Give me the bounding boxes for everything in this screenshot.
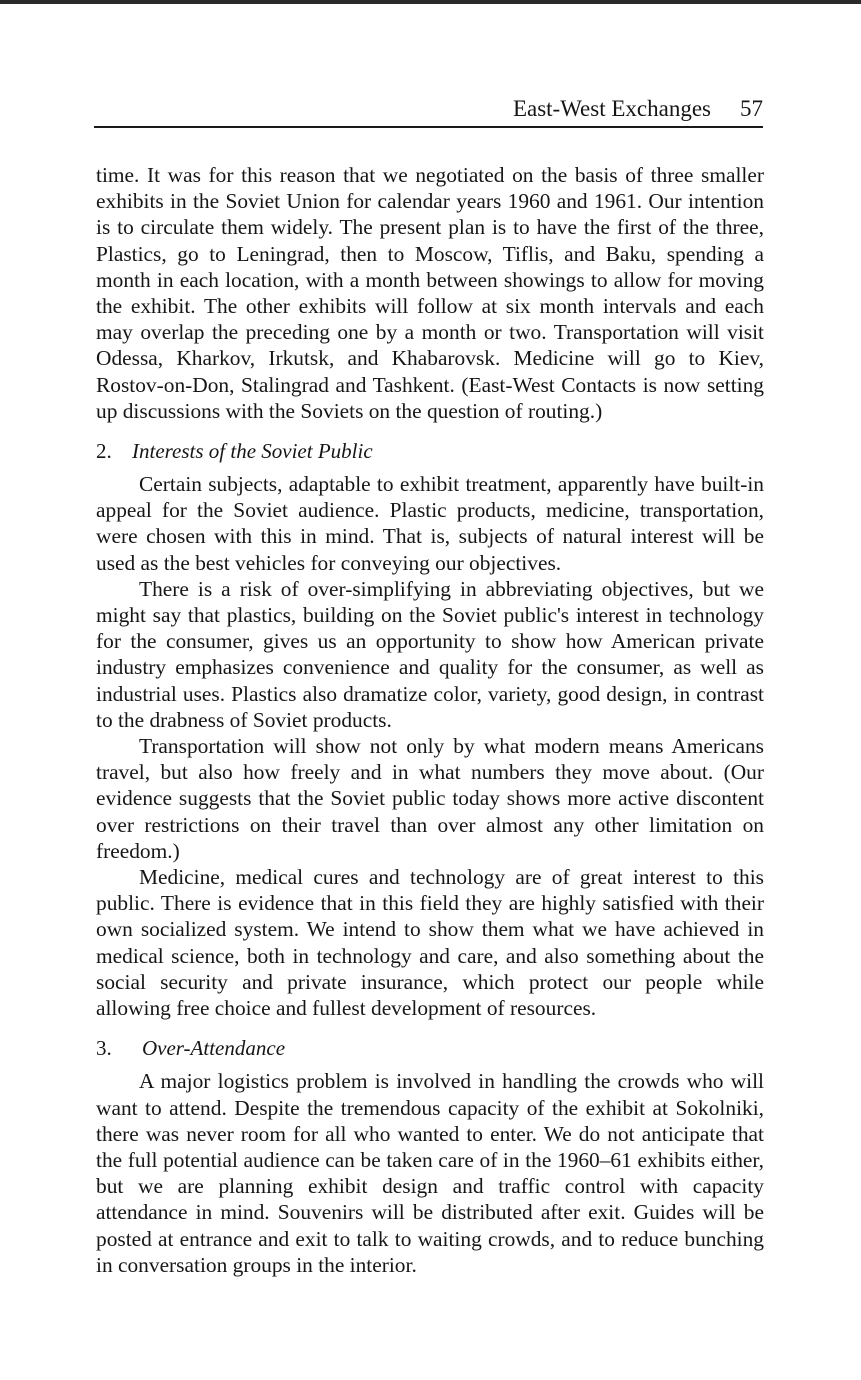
section-2-paragraph-3: Transportation will show not only by what modern means Americans travel, but also how freely and in what numbers they move about. (Our evidence suggests that the Soviet public today shows more active discontent over restrictions on their travel than over almost any other limitation on freedom.): [96, 734, 764, 863]
running-title: East-West Exchanges: [512, 96, 711, 121]
page-number: 57: [740, 96, 763, 121]
section-3-paragraph-1: A major logistics problem is involved in handling the crowds who will want to attend. Despite the tremendous capacity of the exhibit at Sokolniki, there was never room for all who wanted to enter. We do not anticipate that the full potential audience can be taken care of in the 1960–61 exhibits either, but we are planning exhibit design and traffic control with capacity attendance in mind. Souvenirs will be distributed after exit. Guides will be posted at entrance and exit to talk to waiting crowds, and to reduce bunching in conversation groups in the interior.: [96, 1069, 764, 1277]
page-top-edge: [0, 0, 861, 4]
section-2-paragraph-4: Medicine, medical cures and technology are of great interest to this public. There is evidence that in this field they are highly satisfied with their own socialized system. We intend to show them what we have achieved in medical science, both in technology and care, and also something about the social security and private insurance, which protect our people while allowing free choice and fullest development of resources.: [96, 865, 764, 1021]
section-2-paragraph-2: There is a risk of over-simplifying in abbreviating objectives, but we might say that plastics, building on the Soviet public's interest in technology for the consumer, gives us an opportunity to show how American private industry emphasizes convenience and quality for the consumer, as well as industrial uses. Plastics also dramatize color, variety, good design, in contrast to the drabness of Soviet products.: [96, 576, 764, 732]
section-3-title: Over-Attendance: [142, 1036, 286, 1061]
section-3-number: 3.: [96, 1036, 112, 1061]
section-3-heading: [96, 1035, 764, 1061]
running-header: [94, 94, 763, 128]
section-2-title: Interests of the Soviet Public: [132, 439, 373, 464]
section-2-number: 2.: [96, 439, 112, 464]
body-text: [96, 162, 764, 1278]
section-2-heading: [96, 438, 764, 464]
opening-paragraph: time. It was for this reason that we negotiated on the basis of three smaller exhibits in the Soviet Union for calendar years 1960 and 1961. Our intention is to circulate them widely. The present plan is to have the first of the three, Plastics, go to Leningrad, then to Moscow, Tiflis, and Baku, spending a month in each location, with a month between showings to allow for moving the exhibit. The other exhibits will follow at six month intervals and each may overlap the preceding one by a month or two. Transportation will visit Odessa, Kharkov, Irkutsk, and Khabarovsk. Medicine will go to Kiev, Rostov-on-Don, Stalingrad and Tashkent. (East-West Contacts is now setting up discussions with the Soviets on the question of routing.): [96, 163, 764, 423]
section-2-paragraph-1: Certain subjects, adaptable to exhibit treatment, apparently have built-in appeal for the Soviet audience. Plastic products, medicine, transportation, were chosen with this in mind. That is, subjects of natural interest will be used as the best vehicles for conveying our objectives.: [96, 472, 764, 575]
